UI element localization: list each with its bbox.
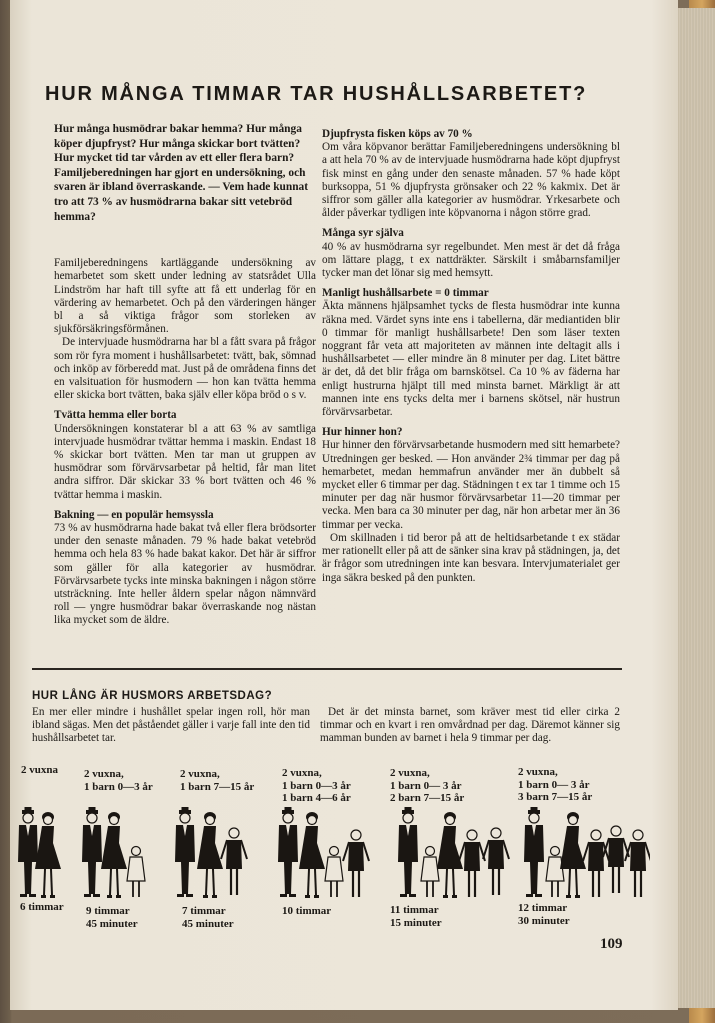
left-subheading-2: Bakning — en populär hemsyssla xyxy=(54,508,214,521)
page-edges xyxy=(678,8,715,1008)
family-label-1: 2 vuxna xyxy=(21,764,58,776)
family-label-2: 2 vuxna, 1 barn 0—3 år xyxy=(84,768,153,793)
left-paragraph-4: 73 % av husmödrarna hade bakat två eller flera brödsorter under den senaste månaden. 79 % hade bakat vetebröd hemma och hela 83 % hade bakat kakor. Det här är siffror som gäller för alla kategorier av husmödrar. Förvärvsarbete tycks inte minska bakningen i någon större utsträckning. Inte heller åldern spelar någon nämnvärd roll — yngre husmödrar bakar överraskande nog nästan lika mycket som de äldre. xyxy=(54,522,316,627)
right-paragraph-2: 40 % av husmödrarna syr regelbundet. Men mest är det då fråga om lättare plagg, t ex nattdräkter. Särskilt i småbarnsfamiljer tycker man det lönar sig med hemsytt. xyxy=(322,240,620,280)
left-column xyxy=(54,122,316,628)
left-paragraph-2: De intervjuade husmödrarna har bl a fått svara på frågor som rör fyra moment i hushållsarbetet: tvätt, bak, sömnad och inköp av förberedd mat. Just på de områdena finns det en valsituation för husmodern — hon kan tvätta hemma eller skicka bort tvätten, baka själv eller köpa bröd o s v. xyxy=(54,336,316,402)
right-subheading-3: Manligt hushållsarbete = 0 timmar xyxy=(322,287,489,300)
section-left-text xyxy=(32,706,310,746)
time-label-1: 6 timmar xyxy=(20,901,64,913)
right-subheading-1: Djupfrysta fisken köps av 70 % xyxy=(322,128,473,140)
right-paragraph-1: Om våra köpvanor berättar Familjeberedningens undersökning bl a att hela 70 % av de intervjuade husmödrarna hade köpt djupfryst fisk minst en gång under den senaste månaden. 57 % hade köpt burksoppa, 51 % djupfrysta grönsaker och 22 % kakmix. Det är siffror som gäller alla kategorier av husmödrar. Yrkesarbete och ålder påverkar tydligen inte köpvanorna i någon större grad. xyxy=(322,141,620,220)
time-label-4: 10 timmar xyxy=(282,905,332,917)
right-subheading-4: Hur hinner hon? xyxy=(322,426,403,439)
right-paragraph-3: Äkta männens hjälpsamhet tycks de flesta husmödrar inte kunna räkna med. Värdet syns inte ens i tabellerna, där mediantiden blir 0 timmar för manligt hushållsarbete! Den som läser texten noggrant får veta att majoriteten av männen inte deltagit alls i hushållsarbetet — eller mindre än 8 minuter per dag. Litet bättre är det, då det blir fråga om barnskötsel. Ca 10 % av fäderna har enligt hustrurna hjälpt till med minsta barnet. Märkligt är att mannen inte ens tycks delta mer i barnens skötsel, när hustrun förvärvsarbetar. xyxy=(322,300,620,419)
section-right-paragraph: Det är det minsta barnet, som kräver mest tid eller cirka 2 timmar och en kvart i ren omvårdnad per dag. Däremot känner sig mamman bunden av barnet i hela 9 timmar per dag. xyxy=(320,706,620,745)
section-left-paragraph: En mer eller mindre i hushållet spelar ingen roll, hör man ibland sägas. Men det påståendet gäller i varje fall inte den tid hushållsarbetet tar. xyxy=(32,706,310,745)
right-paragraph-5: Om skillnaden i tid beror på att de heltidsarbetande t ex städar mer rationellt eller på att de sänker sina krav på städningen, ja, det är frågor som utredningen inte kan besvara. Intervjumaterialet ger inga säkra besked på den punkten. xyxy=(322,531,620,584)
time-label-5: 11 timmar 15 minuter xyxy=(390,904,442,929)
right-paragraph-4: Hur hinner den förvärvsarbetande husmodern med sitt hemarbete? Utredningen ger besked. — Hon använder 2¾ timmar per dag på hemarbetet, medan hemmafrun använder mer än dubbelt så mycket eller 6 timmar per dag. Städningen t ex tar 1 timme och 15 minuter per dag när husmor förvärvsarbetar 11—20 timmar per vecka. Men bara ca 30 minuter per dag, när hon arbetar mer än 36 timmar per vecka. xyxy=(322,439,620,531)
left-subheading-1: Tvätta hemma eller borta xyxy=(54,409,177,422)
time-label-2: 9 timmar 45 minuter xyxy=(86,905,138,930)
right-column xyxy=(322,128,620,585)
intro-paragraph: Hur många husmödrar bakar hemma? Hur många köper djupfryst? Hur många skickar bort tvätten? Hur mycket tid tar vården av ett eller flera barn? Familjeberedningen har gjort en undersökning, och svaren är ibland överraskande. — Vem hade kunnat tro att 73 % av husmödrarna bakar sitt vetebröd hemma? xyxy=(54,123,309,223)
time-label-3: 7 timmar 45 minuter xyxy=(182,905,234,930)
left-paragraph-1: Familjeberedningens kartläggande undersökning av hemarbetet som skett under ledning av statsrådet Ulla Lindström har haft till syfte att få ett underlag för en värdering av hemarbetet. Och på den värderingen hänger bl a så viktiga frågor som storleken av sjukförsäkringsförmånen. xyxy=(54,257,316,336)
family-label-4: 2 vuxna, 1 barn 0—3 år 1 barn 4—6 år xyxy=(282,767,351,804)
family-label-3: 2 vuxna, 1 barn 7—15 år xyxy=(180,768,255,793)
magazine-page xyxy=(10,0,678,1010)
time-label-6: 12 timmar 30 minuter xyxy=(518,902,570,927)
section-divider xyxy=(32,668,622,670)
left-paragraph-3: Undersökningen konstaterar bl a att 63 % av samtliga intervjuade husmödrar tvättar hemma i maskin. Endast 18 % skickar bort tvätten. Men tar man ut gruppen av husmödrar som förvärvsarbetar på heltid, får man litet andra siffror. Där skickar 33 % bort tvätten och 46 % tvättar hemma i maskin. xyxy=(54,422,316,501)
family-label-6: 2 vuxna, 1 barn 0— 3 år 3 barn 7—15 år xyxy=(518,766,593,803)
page-number: 109 xyxy=(600,936,623,952)
section-right-text xyxy=(320,706,620,746)
family-figures-illustration xyxy=(10,807,650,902)
right-subheading-2: Många syr själva xyxy=(322,227,404,240)
article-title: HUR MÅNGA TIMMAR TAR HUSHÅLLSARBETET? xyxy=(45,83,588,105)
family-label-5: 2 vuxna, 1 barn 0— 3 år 2 barn 7—15 år xyxy=(390,767,465,804)
section-title: HUR LÅNG ÄR HUSMORS ARBETSDAG? xyxy=(32,690,273,702)
